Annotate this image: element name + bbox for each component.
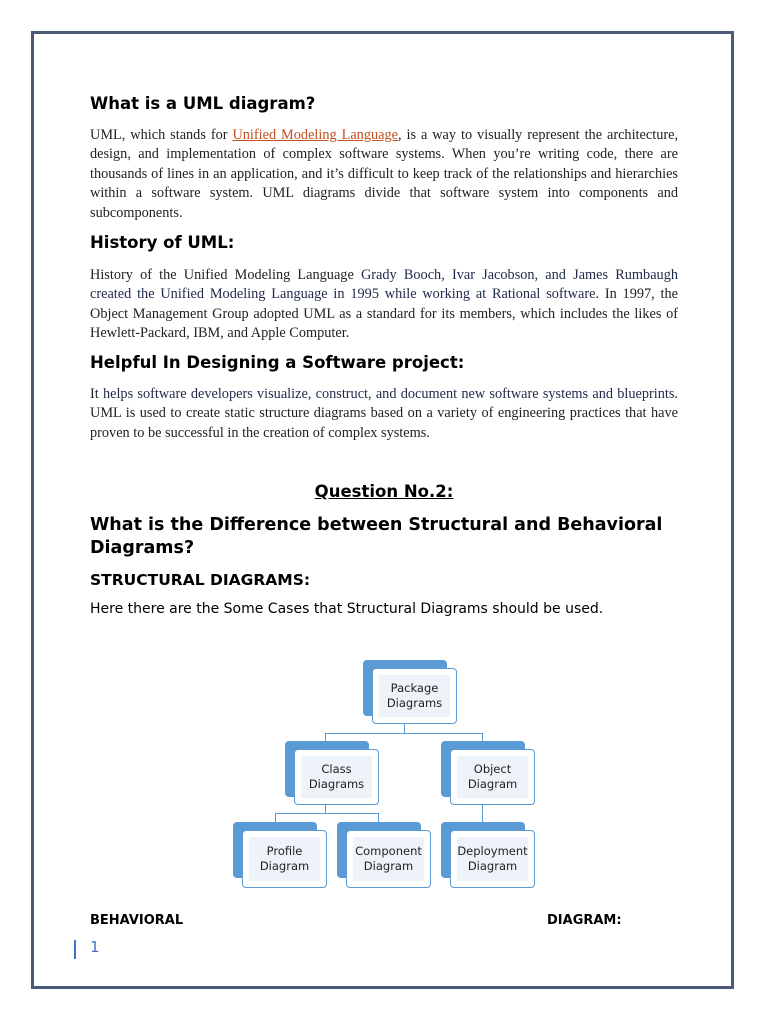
node-label: Class Diagrams [301,756,372,798]
paragraph-history [90,266,678,344]
node-label: Object Diagram [457,756,528,798]
structural-text: Here there are the Some Cases that Structural Diagrams should be used. [90,601,604,617]
question-title: Question No.2: [314,482,454,501]
heading-helpful: Helpful In Designing a Software project: [90,353,465,372]
node-label: Profile Diagram [249,837,320,881]
question-heading: What is the Difference between Structural and Behavioral Diagrams? [90,515,663,558]
node-label: Component Diagram [353,837,424,881]
uml-text-post: , is a way to visually represent the architecture, design, and implementation of complex software systems. When you’re writing code, there are thousands of lines in an application, and it’s difficult to keep track of the relationships and hierarchies within a software system. UML diagrams divide that software system into components and subcomponents. [90,127,679,221]
paragraph-helpful [90,385,678,443]
node-box [372,668,457,724]
helpful-text-post: . UML is used to create static structure diagrams based on a variety of engineering practices that have proven to be successful in the creation of complex systems. [90,386,678,441]
node-box [450,749,535,805]
helpful-highlight: helps software developers visualize, construct, and document new software systems and blueprints [102,386,675,402]
history-text-post: . In 1997, the Object Management Group adopted UML as a standard for its members, which includes the likes of Hewlett-Packard, IBM, and Apple Computer. [90,286,678,342]
connector-package-down [404,724,405,733]
node-box [242,830,327,888]
diagram-label: DIAGRAM: [547,913,622,928]
connector-to-deployment [482,805,483,823]
node-box [450,830,535,888]
structural-heading: STRUCTURAL DIAGRAMS: [90,571,311,589]
node-box [294,749,379,805]
paragraph-uml [90,126,678,223]
uml-text-pre: UML, which stands for [90,127,233,143]
page-number-bar [74,940,76,959]
node-box [346,830,431,888]
connector-level2-horizontal [275,813,378,814]
connector-level1-horizontal [325,733,483,734]
behavioral-label: BEHAVIORAL [90,913,184,928]
heading-history: History of UML: [90,233,235,252]
history-highlight: Grady Booch, Ivar Jacobson, and James Rumbaugh created the Unified Modeling Language in 1995 while working at Rational software [90,267,678,303]
node-label: Deployment Diagram [457,837,528,881]
uml-link[interactable]: Unified Modeling Language [232,127,398,143]
page-number: 1 [90,938,100,956]
helpful-text-pre: It [90,386,103,402]
history-text-pre: History of the Unified Modeling Language [90,267,361,283]
connector-class-down [325,805,326,813]
heading-uml: What is a UML diagram? [90,94,316,113]
node-label: Package Diagrams [379,675,450,717]
